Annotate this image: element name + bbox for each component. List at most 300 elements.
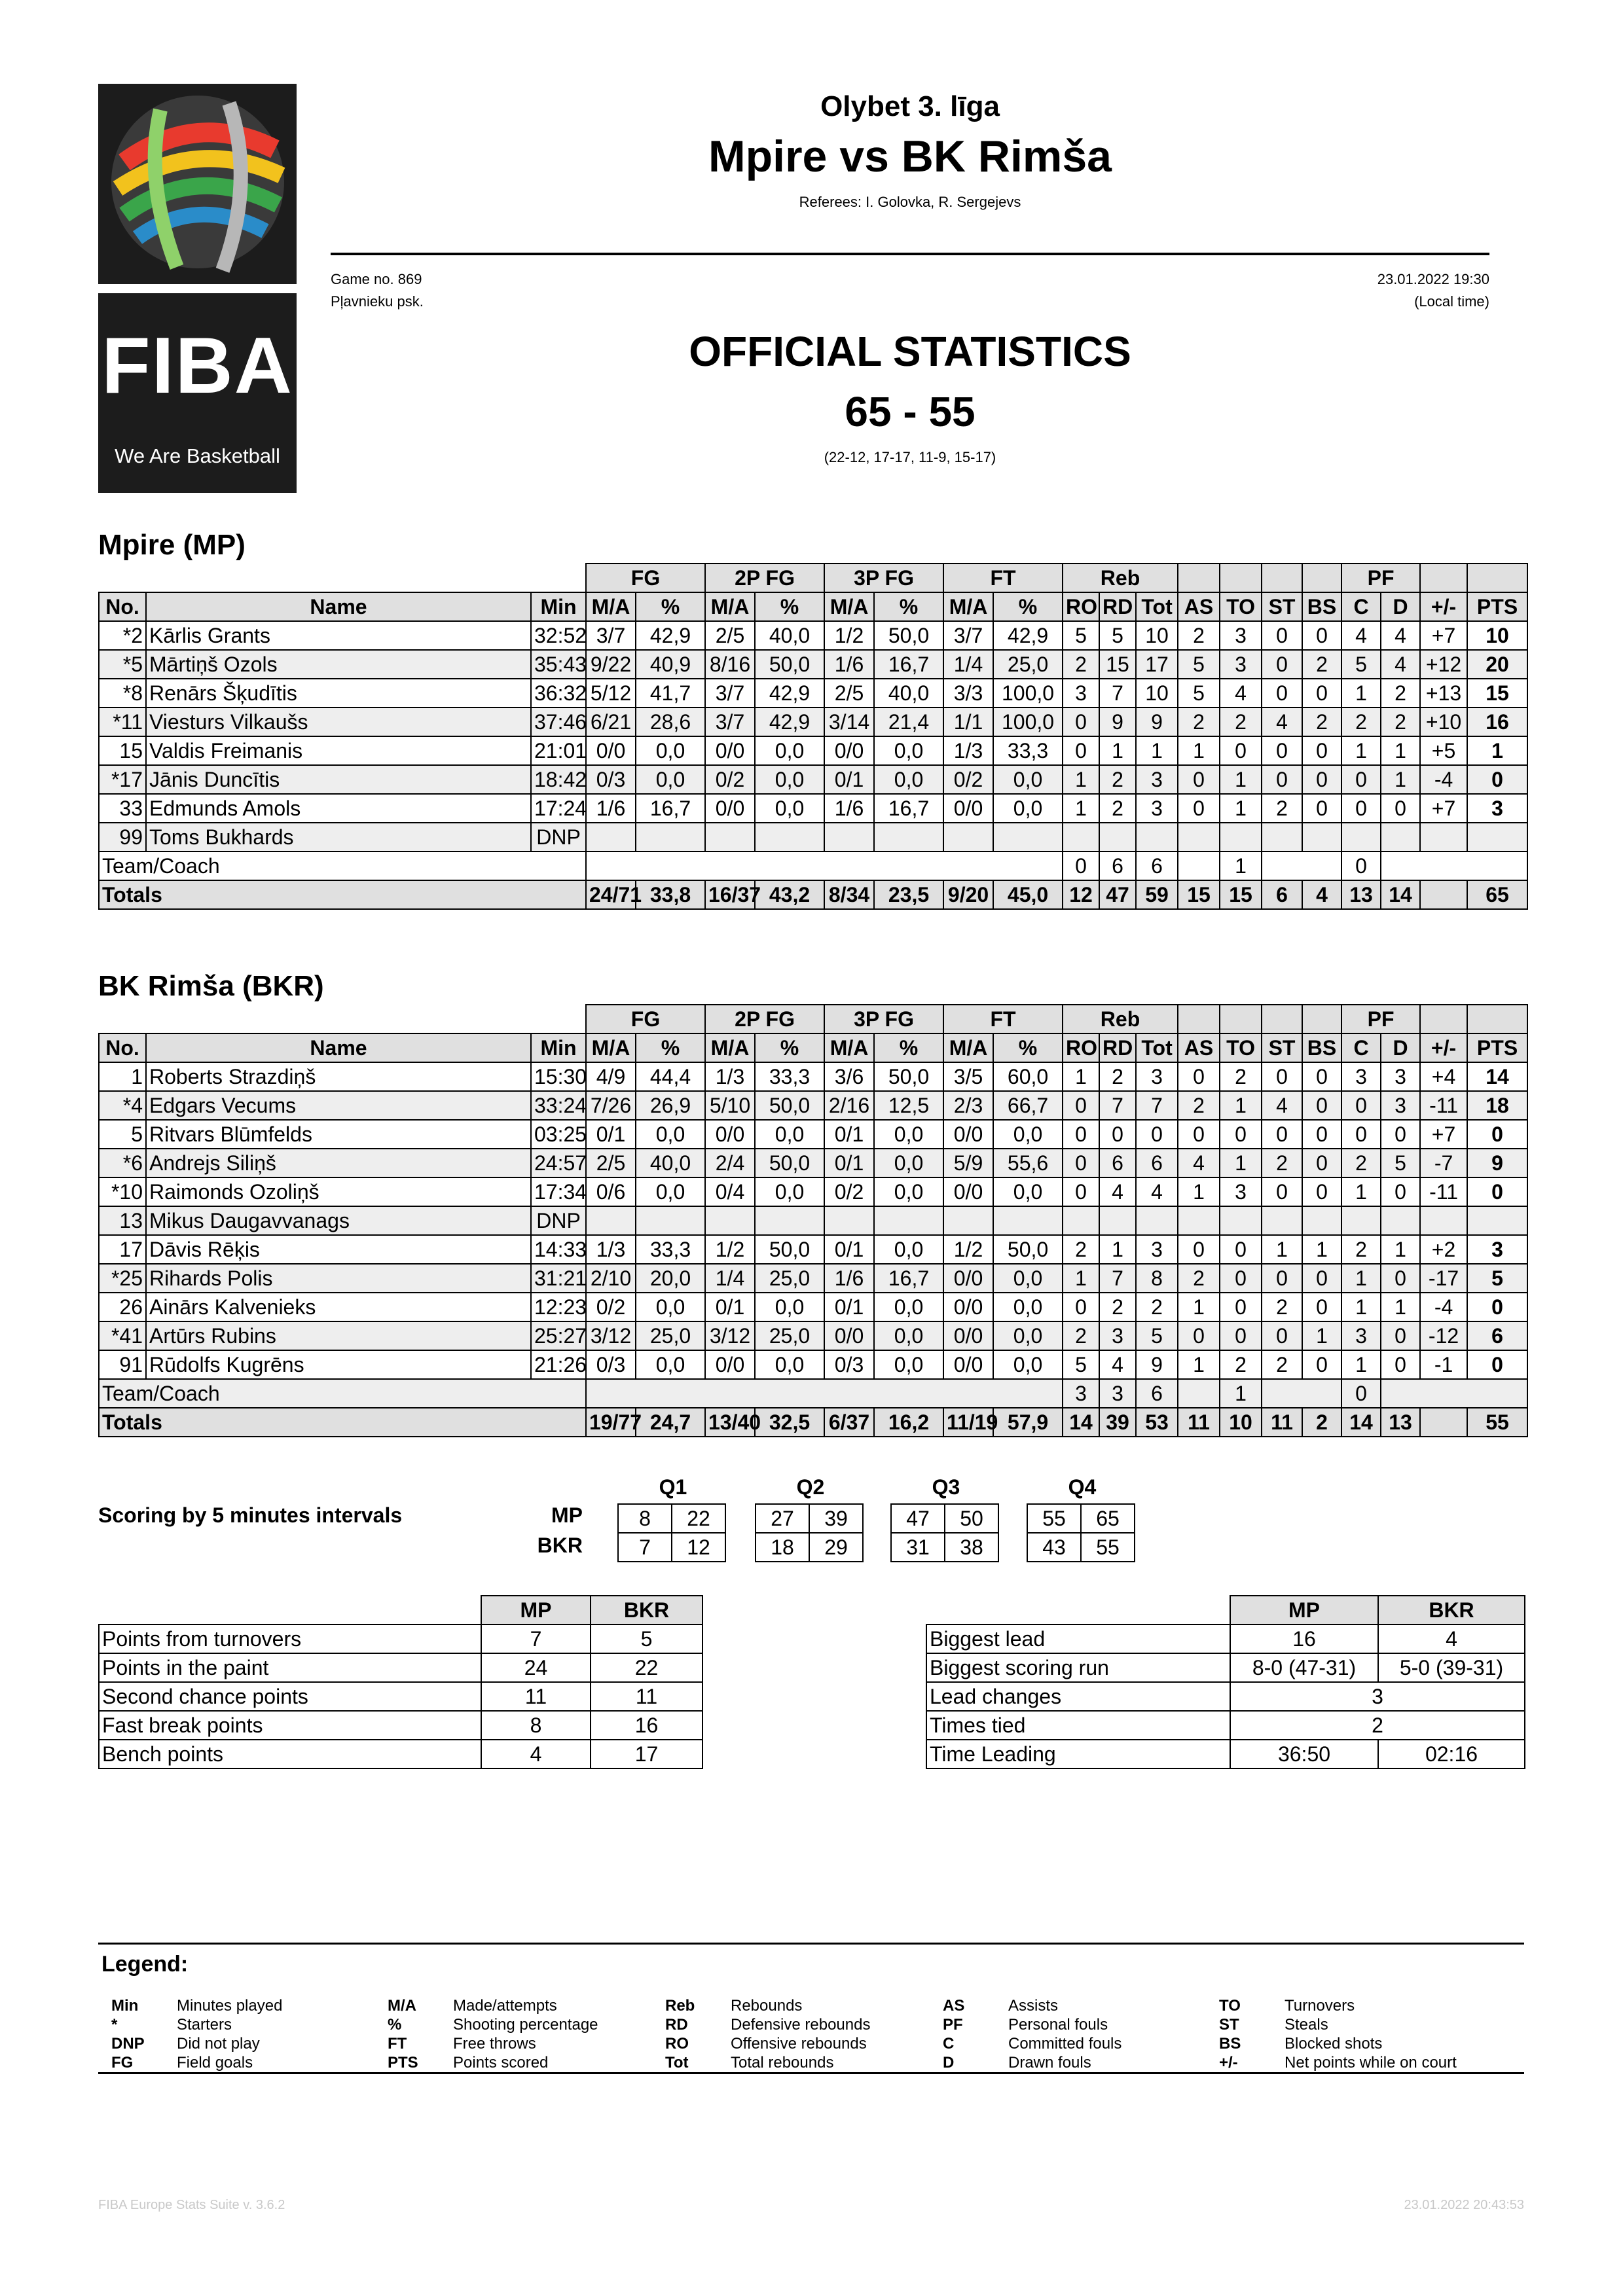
header-group-row: [99, 1005, 1527, 1033]
total-p2: 16/37: [705, 880, 755, 909]
stat-c: 2: [1341, 1149, 1381, 1177]
stat-rd: 5: [1099, 621, 1136, 650]
stat-pts: 14: [1467, 1062, 1527, 1091]
legend-description: Committed fouls: [1008, 2035, 1122, 2053]
stat-pts: [1467, 823, 1527, 852]
player-minutes: DNP: [531, 823, 586, 852]
flow-value-bkr: 4: [1378, 1624, 1525, 1653]
stat-to: 0: [1220, 1235, 1262, 1264]
stat-as: 0: [1178, 794, 1220, 823]
stat-d: 5: [1381, 1149, 1420, 1177]
column-header-as: AS: [1178, 592, 1220, 621]
stat-ft: 0/2: [943, 765, 993, 794]
stat-tot: [1136, 823, 1178, 852]
stat-fgp: 42,9: [636, 621, 705, 650]
stat-d: 0: [1381, 1120, 1420, 1149]
team-title-mpire: Mpire (MP): [98, 529, 246, 561]
stat-ft: 2/3: [943, 1091, 993, 1120]
player-number: *2: [99, 621, 146, 650]
stat-as: 1: [1178, 1293, 1220, 1321]
stat-p2: 5/10: [705, 1091, 755, 1120]
column-header-as: AS: [1178, 1033, 1220, 1062]
stat-rd: 0: [1099, 1120, 1136, 1149]
total-ftp: 45,0: [993, 880, 1063, 909]
player-row: [99, 679, 1527, 708]
stat-p3: 0/1: [824, 1120, 874, 1149]
total-bs: 2: [1302, 1408, 1341, 1437]
stat-ftp: 42,9: [993, 621, 1063, 650]
local-time-note: (Local time): [1414, 293, 1489, 310]
stat-bs: 0: [1302, 1062, 1341, 1091]
stat-p2p: 0,0: [755, 1177, 824, 1206]
stat-as: 1: [1178, 1177, 1220, 1206]
stat-d: 3: [1381, 1091, 1420, 1120]
header-group: PF: [1341, 1005, 1420, 1033]
player-minutes: 24:57: [531, 1149, 586, 1177]
stat-p3p: 12,5: [874, 1091, 943, 1120]
stat-ro: [1063, 1206, 1099, 1235]
stat-p2: 0/0: [705, 1350, 755, 1379]
stat-ftp: [993, 823, 1063, 852]
stat-tot: 6: [1136, 1379, 1178, 1408]
total-p2p: 32,5: [755, 1408, 824, 1437]
stat-tot: 1: [1136, 736, 1178, 765]
stat-ro: 1: [1063, 794, 1099, 823]
stat-st: [1262, 1206, 1302, 1235]
stat-pm: -7: [1420, 1149, 1467, 1177]
quarter-header: Q3: [932, 1475, 960, 1499]
stat-pts: 15: [1467, 679, 1527, 708]
stat-st: 0: [1262, 736, 1302, 765]
league-name: Olybet 3. līga: [820, 90, 1000, 122]
interval-score: 18: [756, 1533, 809, 1562]
player-number: *17: [99, 765, 146, 794]
stat-to: 1: [1220, 1091, 1262, 1120]
total-c: 13: [1341, 880, 1381, 909]
stat-pm: -12: [1420, 1321, 1467, 1350]
stat-ro: 0: [1063, 1120, 1099, 1149]
total-rd: 47: [1099, 880, 1136, 909]
stat-fgp: 16,7: [636, 794, 705, 823]
stat-as: 0: [1178, 1235, 1220, 1264]
stat-c: 1: [1341, 1350, 1381, 1379]
stat-bs: 0: [1302, 736, 1341, 765]
stat-fgp: 40,9: [636, 650, 705, 679]
stat-p2: 0/0: [705, 794, 755, 823]
misc-value-bkr: 5: [591, 1624, 702, 1653]
stat-ro: 1: [1063, 1264, 1099, 1293]
stat-rd: 3: [1099, 1379, 1136, 1408]
interval-score: 12: [672, 1533, 725, 1562]
stat-fg: 5/12: [586, 679, 636, 708]
column-header-d: D: [1381, 1033, 1420, 1062]
header-group-row: [99, 564, 1527, 592]
game-number: Game no. 869: [331, 271, 422, 287]
stat-st: 0: [1262, 765, 1302, 794]
column-header-ma: M/A: [705, 1033, 755, 1062]
flow-header-mp: MP: [1230, 1596, 1378, 1624]
stat-as: [1178, 1379, 1220, 1408]
legend-abbr: RD: [665, 2016, 688, 2034]
column-header-pct: %: [993, 592, 1063, 621]
stat-d: 4: [1381, 650, 1420, 679]
stat-rd: 7: [1099, 1264, 1136, 1293]
header-group-empty: [1262, 564, 1302, 592]
stat-d: 2: [1381, 708, 1420, 736]
stat-ftp: 100,0: [993, 679, 1063, 708]
stat-to: 1: [1220, 794, 1262, 823]
stat-ft: 3/7: [943, 621, 993, 650]
stat-pts: 9: [1467, 1149, 1527, 1177]
stat-p2: 2/4: [705, 1149, 755, 1177]
stat-pts: 0: [1467, 1120, 1527, 1149]
stat-bs: 0: [1302, 765, 1341, 794]
legend-description: Blocked shots: [1285, 2035, 1383, 2053]
stat-p2p: 50,0: [755, 1149, 824, 1177]
team-coach-empty: [586, 1379, 1063, 1408]
flow-row-time-leading: [926, 1740, 1525, 1768]
misc-row: [99, 1624, 702, 1653]
header-group: 3P FG: [824, 564, 943, 592]
header-column-row: [99, 1033, 1527, 1062]
totals-row: [99, 880, 1527, 909]
stat-p2p: 50,0: [755, 1235, 824, 1264]
column-header-to: TO: [1220, 592, 1262, 621]
stat-pm: +12: [1420, 650, 1467, 679]
stat-fg: 7/26: [586, 1091, 636, 1120]
official-statistics-title: OFFICIAL STATISTICS: [689, 328, 1131, 375]
stat-to: 0: [1220, 1293, 1262, 1321]
player-minutes: 35:43: [531, 650, 586, 679]
period-scores: (22-12, 17-17, 11-9, 15-17): [824, 449, 996, 465]
stat-bs: 0: [1302, 794, 1341, 823]
column-header-pts: PTS: [1467, 592, 1527, 621]
stat-ft: 0/0: [943, 1321, 993, 1350]
header-blank: [99, 564, 586, 592]
total-st: 11: [1262, 1408, 1302, 1437]
header-group: Reb: [1063, 1005, 1178, 1033]
stat-bs: 0: [1302, 1350, 1341, 1379]
stat-rd: 7: [1099, 679, 1136, 708]
misc-value-bkr: 11: [591, 1682, 702, 1711]
stat-ftp: [993, 1206, 1063, 1235]
legend-description: Did not play: [177, 2035, 260, 2053]
player-name: Viesturs Vilkaušs: [146, 708, 531, 736]
column-header-pct: %: [874, 1033, 943, 1062]
stat-p3p: 16,7: [874, 650, 943, 679]
total-c: 14: [1341, 1408, 1381, 1437]
stat-tot: 17: [1136, 650, 1178, 679]
player-row: [99, 794, 1527, 823]
player-name: Renārs Šķudītis: [146, 679, 531, 708]
stat-bs: [1302, 823, 1341, 852]
player-row: [99, 1293, 1527, 1321]
column-header-rd: RD: [1099, 592, 1136, 621]
stat-ro: 5: [1063, 1350, 1099, 1379]
stat-pts: 1: [1467, 736, 1527, 765]
stat-ro: 3: [1063, 1379, 1099, 1408]
column-header-ma: M/A: [824, 1033, 874, 1062]
total-fgp: 33,8: [636, 880, 705, 909]
header-group: 2P FG: [705, 1005, 824, 1033]
misc-row: [99, 1653, 702, 1682]
stat-ro: 5: [1063, 621, 1099, 650]
stat-to: 2: [1220, 708, 1262, 736]
misc-header-blank: [99, 1596, 481, 1624]
flow-label: Biggest scoring run: [926, 1653, 1230, 1682]
stat-d: 2: [1381, 679, 1420, 708]
legend-description: Assists: [1008, 1997, 1059, 2015]
stat-to: 4: [1220, 679, 1262, 708]
stat-pm: [1420, 1206, 1467, 1235]
flow-label: Times tied: [926, 1711, 1230, 1740]
stat-as: 2: [1178, 1091, 1220, 1120]
stat-d: 0: [1381, 1177, 1420, 1206]
interval-score: 31: [891, 1533, 945, 1562]
legend-description: Steals: [1285, 2016, 1328, 2034]
total-pts: 65: [1467, 880, 1527, 909]
stat-fgp: 40,0: [636, 1149, 705, 1177]
total-p3: 6/37: [824, 1408, 874, 1437]
stat-as: 5: [1178, 679, 1220, 708]
flow-row-times-tied: [926, 1711, 1525, 1740]
stat-fgp: 26,9: [636, 1091, 705, 1120]
interval-table-q1: [617, 1503, 726, 1562]
stat-ftp: 66,7: [993, 1091, 1063, 1120]
stat-p2: 0/1: [705, 1293, 755, 1321]
stat-ro: 2: [1063, 1235, 1099, 1264]
column-header-pct: %: [755, 1033, 824, 1062]
player-number: *11: [99, 708, 146, 736]
column-header-c: C: [1341, 1033, 1381, 1062]
column-header-ma: M/A: [586, 1033, 636, 1062]
column-header-min: Min: [531, 1033, 586, 1062]
player-row: [99, 765, 1527, 794]
stat-tot: 4: [1136, 1177, 1178, 1206]
column-header-st: ST: [1262, 592, 1302, 621]
column-header-bs: BS: [1302, 592, 1341, 621]
column-header-ma: M/A: [705, 592, 755, 621]
misc-header-mp: MP: [481, 1596, 591, 1624]
legend-title: Legend:: [101, 1952, 189, 1977]
legend-abbr: *: [111, 2016, 118, 2034]
stat-pts: 18: [1467, 1091, 1527, 1120]
player-minutes: 17:34: [531, 1177, 586, 1206]
legend-abbr: Min: [111, 1997, 139, 2015]
stat-d: [1381, 823, 1420, 852]
totals-label: Totals: [99, 880, 586, 909]
stat-p3p: 0,0: [874, 765, 943, 794]
misc-stats-table: [98, 1595, 703, 1769]
stat-c: [1341, 1206, 1381, 1235]
interval-score: 7: [618, 1533, 672, 1562]
game-info: [331, 268, 424, 313]
stat-as: 0: [1178, 1120, 1220, 1149]
flow-label: Biggest lead: [926, 1624, 1230, 1653]
column-header-no: No.: [99, 1033, 146, 1062]
player-minutes: 15:30: [531, 1062, 586, 1091]
flow-value-bkr: 5-0 (39-31): [1378, 1653, 1525, 1682]
fiba-tagline: We Are Basketball: [115, 444, 280, 467]
header-group-empty: [1420, 564, 1467, 592]
stat-c: 5: [1341, 650, 1381, 679]
interval-score: 43: [1027, 1533, 1081, 1562]
column-header-ma: M/A: [943, 592, 993, 621]
stat-p2p: 50,0: [755, 1091, 824, 1120]
interval-row-mp: [891, 1504, 998, 1533]
player-number: 26: [99, 1293, 146, 1321]
stat-p3p: 50,0: [874, 621, 943, 650]
legend-description: Shooting percentage: [453, 2016, 598, 2034]
stat-pts: 0: [1467, 1350, 1527, 1379]
stat-fg: 1/6: [586, 794, 636, 823]
stat-rd: 2: [1099, 1293, 1136, 1321]
stat-to: 0: [1220, 1321, 1262, 1350]
team-coach-empty: [1262, 1379, 1341, 1408]
legend-abbr: C: [943, 2035, 955, 2053]
player-minutes: DNP: [531, 1206, 586, 1235]
stat-ft: 1/1: [943, 708, 993, 736]
legend-abbr: PF: [943, 2016, 963, 2034]
interval-team-mp: MP: [551, 1503, 583, 1527]
player-name: Roberts Strazdiņš: [146, 1062, 531, 1091]
stat-fg: [586, 823, 636, 852]
stat-ro: 0: [1063, 736, 1099, 765]
legend-abbr: PTS: [388, 2054, 418, 2072]
stat-ft: 1/2: [943, 1235, 993, 1264]
header-column-row: [99, 592, 1527, 621]
column-header-rd: RD: [1099, 1033, 1136, 1062]
stat-fg: 0/1: [586, 1120, 636, 1149]
stat-ftp: 0,0: [993, 1177, 1063, 1206]
header-group: PF: [1341, 564, 1420, 592]
stat-to: 3: [1220, 621, 1262, 650]
stat-fg: 3/7: [586, 621, 636, 650]
stat-tot: 3: [1136, 1062, 1178, 1091]
column-header-pm: +/-: [1420, 1033, 1467, 1062]
stat-p2: 1/4: [705, 1264, 755, 1293]
column-header-pts: PTS: [1467, 1033, 1527, 1062]
totals-row: [99, 1408, 1527, 1437]
header-group-empty: [1302, 564, 1341, 592]
stat-pm: +7: [1420, 794, 1467, 823]
stat-p3p: 0,0: [874, 1120, 943, 1149]
player-minutes: 25:27: [531, 1321, 586, 1350]
team-coach-row: [99, 852, 1527, 880]
flow-value: 2: [1230, 1711, 1525, 1740]
flow-value-mp: 16: [1230, 1624, 1378, 1653]
stat-p3p: 16,7: [874, 1264, 943, 1293]
stat-ftp: 0,0: [993, 1321, 1063, 1350]
stat-fgp: [636, 823, 705, 852]
player-minutes: 14:33: [531, 1235, 586, 1264]
player-number: 15: [99, 736, 146, 765]
total-fgp: 24,7: [636, 1408, 705, 1437]
stat-ftp: 55,6: [993, 1149, 1063, 1177]
column-header-ro: RO: [1063, 1033, 1099, 1062]
stat-ft: 3/3: [943, 679, 993, 708]
misc-header-bkr: BKR: [591, 1596, 702, 1624]
stat-p3p: 0,0: [874, 1235, 943, 1264]
stat-as: 2: [1178, 708, 1220, 736]
stat-to: 2: [1220, 1350, 1262, 1379]
header-divider: [331, 253, 1489, 255]
column-header-d: D: [1381, 592, 1420, 621]
stat-d: 0: [1381, 794, 1420, 823]
stat-ro: 3: [1063, 679, 1099, 708]
stat-fgp: 25,0: [636, 1321, 705, 1350]
stat-ft: 0/0: [943, 794, 993, 823]
stat-fgp: 0,0: [636, 1177, 705, 1206]
stat-p3: [824, 823, 874, 852]
player-name: Andrejs Siliņš: [146, 1149, 531, 1177]
player-number: *4: [99, 1091, 146, 1120]
stat-bs: 0: [1302, 621, 1341, 650]
column-header-ma: M/A: [824, 592, 874, 621]
player-name: Kārlis Grants: [146, 621, 531, 650]
stat-pts: 0: [1467, 1293, 1527, 1321]
stat-rd: 2: [1099, 794, 1136, 823]
stat-c: 1: [1341, 1264, 1381, 1293]
stat-as: 2: [1178, 621, 1220, 650]
quarter-header: Q2: [796, 1475, 825, 1499]
stat-as: 0: [1178, 765, 1220, 794]
player-number: 99: [99, 823, 146, 852]
player-minutes: 17:24: [531, 794, 586, 823]
header-group-empty: [1467, 1005, 1527, 1033]
player-name: Ritvars Blūmfelds: [146, 1120, 531, 1149]
total-bs: 4: [1302, 880, 1341, 909]
player-name: Jānis Duncītis: [146, 765, 531, 794]
stat-pm: +4: [1420, 1062, 1467, 1091]
stat-c: 1: [1341, 1293, 1381, 1321]
software-version: FIBA Europe Stats Suite v. 3.6.2: [98, 2198, 285, 2212]
stat-fgp: 41,7: [636, 679, 705, 708]
legend-description: Turnovers: [1285, 1997, 1355, 2015]
player-minutes: 21:26: [531, 1350, 586, 1379]
header-group-empty: [1178, 564, 1220, 592]
stat-p2p: 0,0: [755, 794, 824, 823]
player-number: *8: [99, 679, 146, 708]
stat-ftp: 50,0: [993, 1235, 1063, 1264]
stat-p3: 0/3: [824, 1350, 874, 1379]
column-header-no: No.: [99, 592, 146, 621]
player-name: Rihards Polis: [146, 1264, 531, 1293]
stat-tot: 5: [1136, 1321, 1178, 1350]
stat-p3p: 0,0: [874, 736, 943, 765]
stat-tot: 8: [1136, 1264, 1178, 1293]
player-name: Raimonds Ozoliņš: [146, 1177, 531, 1206]
stat-rd: 2: [1099, 1062, 1136, 1091]
stat-ftp: 0,0: [993, 1293, 1063, 1321]
stat-to: 2: [1220, 1062, 1262, 1091]
header-blank: [99, 1005, 586, 1033]
stat-fgp: 0,0: [636, 736, 705, 765]
interval-row-mp: [1027, 1504, 1135, 1533]
stat-c: 1: [1341, 1177, 1381, 1206]
column-header-c: C: [1341, 592, 1381, 621]
stat-p2p: 40,0: [755, 621, 824, 650]
player-row: [99, 1120, 1527, 1149]
stat-st: 1: [1262, 1235, 1302, 1264]
stat-ro: [1063, 823, 1099, 852]
stat-st: 2: [1262, 1149, 1302, 1177]
stat-rd: 6: [1099, 1149, 1136, 1177]
legend-description: Minutes played: [177, 1997, 283, 2015]
stat-c: 2: [1341, 1235, 1381, 1264]
stat-fgp: 44,4: [636, 1062, 705, 1091]
stat-st: 0: [1262, 1177, 1302, 1206]
